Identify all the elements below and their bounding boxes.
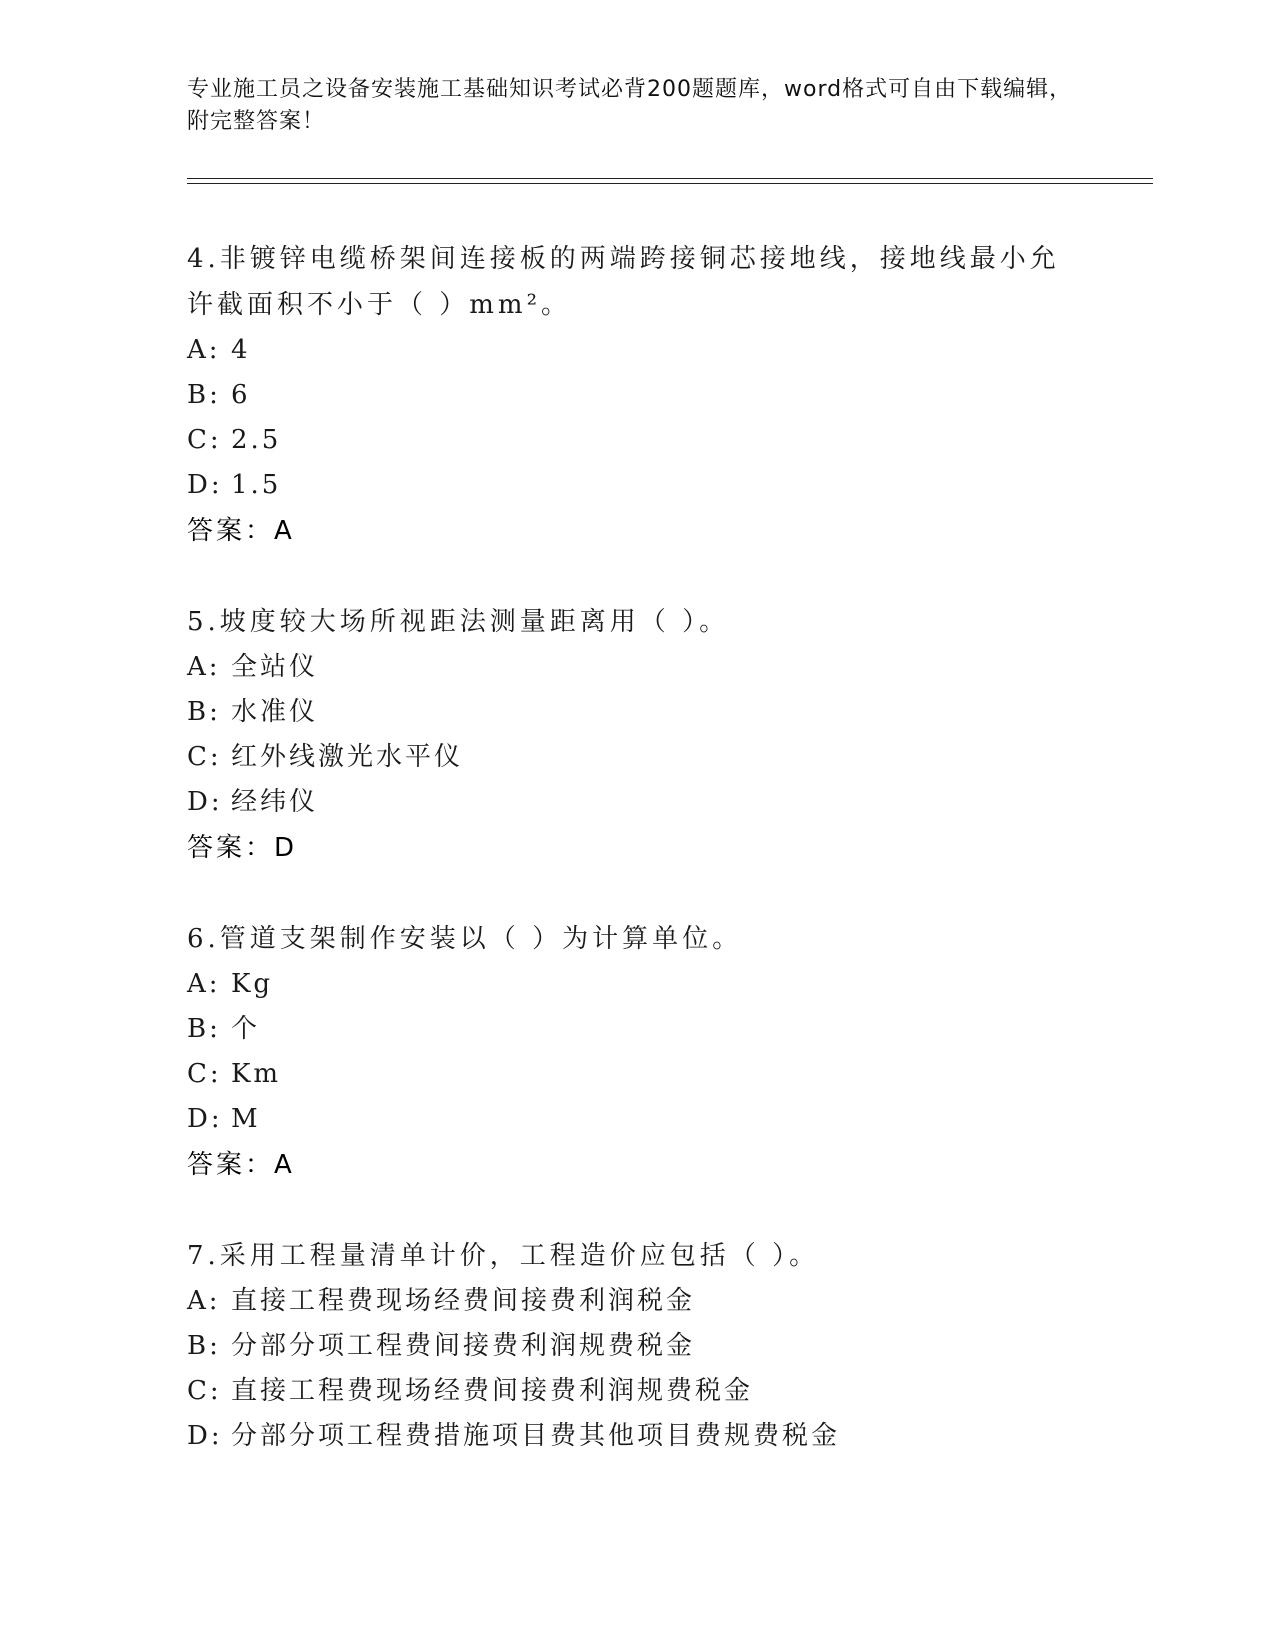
option-d — [187, 463, 1087, 508]
option-text: 分部分项工程费措施项目费其他项目费规费税金 — [231, 1421, 841, 1451]
option-key: C: — [187, 425, 222, 455]
option-key: D: — [187, 1421, 223, 1451]
option-d — [187, 1414, 1087, 1459]
option-key: A: — [187, 969, 221, 999]
option-b — [187, 1324, 1087, 1369]
option-text: 分部分项工程费间接费利润规费税金 — [231, 1331, 696, 1361]
question-item — [187, 1233, 1087, 1459]
option-key: A: — [187, 1286, 221, 1316]
option-key: D: — [187, 787, 223, 817]
option-a — [187, 962, 1087, 1007]
option-text: 直接工程费现场经费间接费利润规费税金 — [231, 1376, 754, 1406]
option-c — [187, 1369, 1087, 1414]
question-stem: 4.非镀锌电缆桥架间连接板的两端跨接铜芯接地线，接地线最小允许截面积不小于（ ）mm²。 — [187, 244, 1060, 320]
header-divider-top — [187, 178, 1153, 179]
option-a — [187, 645, 1087, 690]
option-a — [187, 328, 1087, 373]
option-c — [187, 418, 1087, 463]
option-key: A: — [187, 652, 221, 682]
option-key: A: — [187, 335, 221, 365]
option-key: B: — [187, 1331, 221, 1361]
option-c — [187, 735, 1087, 780]
option-b — [187, 1007, 1087, 1052]
option-c — [187, 1052, 1087, 1097]
answer-line: 答案：A — [187, 1150, 295, 1180]
option-text: 4 — [231, 335, 251, 365]
option-text: 红外线激光水平仪 — [231, 742, 464, 772]
question-list — [187, 236, 1087, 1504]
option-text: 个 — [231, 1014, 261, 1044]
option-b — [187, 373, 1087, 418]
answer-line: 答案：D — [187, 833, 298, 863]
option-text: Km — [231, 1059, 282, 1089]
option-key: C: — [187, 742, 222, 772]
option-text: 全站仪 — [231, 652, 319, 682]
document-header: 专业施工员之设备安装施工基础知识考试必背200题题库，word格式可自由下载编辑，附完整答案！ — [187, 77, 1073, 134]
option-text: Kg — [231, 969, 274, 999]
option-key: D: — [187, 470, 223, 500]
option-text: 经纬仪 — [231, 787, 319, 817]
option-key: B: — [187, 697, 221, 727]
option-d — [187, 1097, 1087, 1142]
option-text: M — [231, 1104, 261, 1134]
option-text: 6 — [231, 380, 251, 410]
option-text: 1.5 — [231, 470, 282, 500]
option-b — [187, 690, 1087, 735]
option-key: B: — [187, 1014, 221, 1044]
question-item — [187, 916, 1087, 1188]
question-stem: 6.管道支架制作安装以（ ）为计算单位。 — [187, 924, 743, 954]
option-a — [187, 1279, 1087, 1324]
option-d — [187, 780, 1087, 825]
answer-line: 答案：A — [187, 516, 295, 546]
question-stem: 5.坡度较大场所视距法测量距离用（ ）。 — [187, 607, 730, 637]
question-stem: 7.采用工程量清单计价，工程造价应包括（ ）。 — [187, 1241, 820, 1271]
option-text: 2.5 — [231, 425, 282, 455]
option-text: 水准仪 — [231, 697, 319, 727]
question-item — [187, 599, 1087, 871]
option-key: C: — [187, 1376, 222, 1406]
option-key: C: — [187, 1059, 222, 1089]
header-divider-bottom — [187, 183, 1153, 184]
question-item — [187, 236, 1087, 554]
option-key: B: — [187, 380, 221, 410]
option-key: D: — [187, 1104, 223, 1134]
option-text: 直接工程费现场经费间接费利润税金 — [231, 1286, 696, 1316]
